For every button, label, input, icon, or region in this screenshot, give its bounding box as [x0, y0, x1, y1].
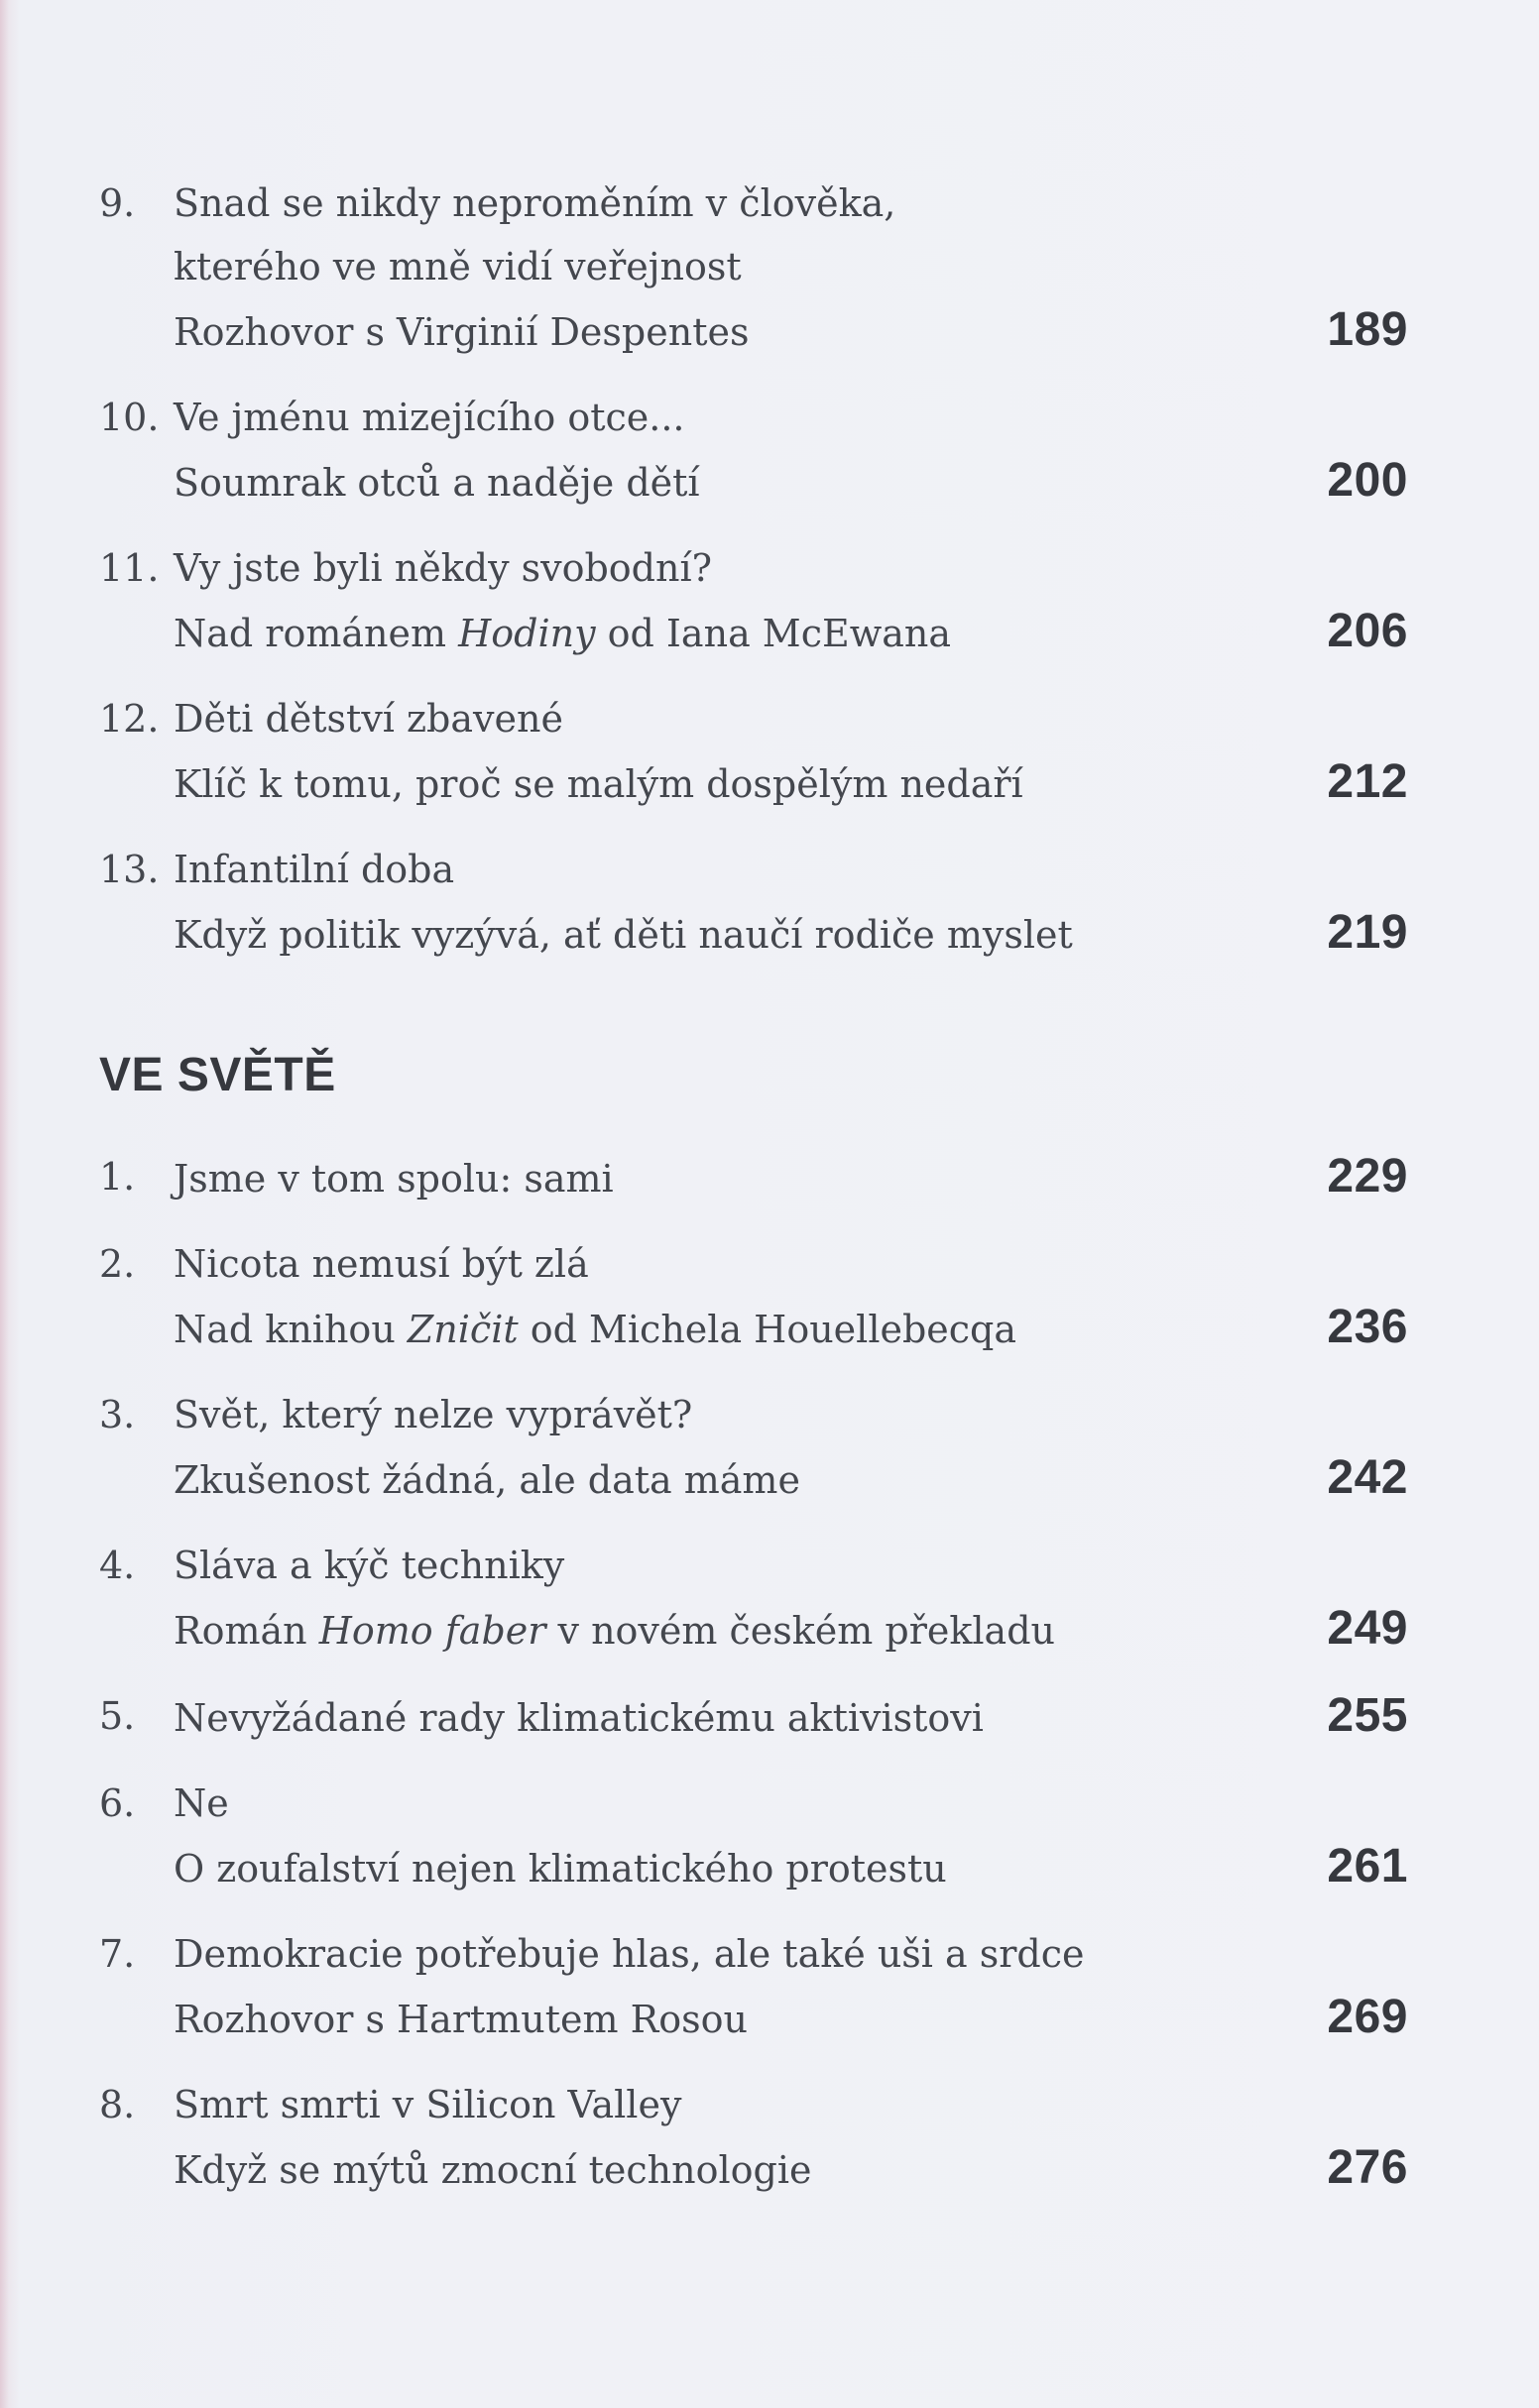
toc-line [174, 172, 1408, 235]
entry-body [174, 536, 1408, 665]
text-run: Nicota nemusí být zlá [174, 1242, 589, 1286]
text-run: Smrt smrti v Silicon Valley [174, 2083, 682, 2126]
entry-body [174, 172, 1408, 364]
toc-entry [99, 1772, 1408, 1900]
page-number: 212 [1327, 755, 1408, 808]
toc-line-text [174, 235, 1408, 298]
toc-line [174, 386, 1408, 449]
entry-body [174, 2073, 1408, 2202]
text-run: Rozhovor s Hartmutem Rosou [174, 1998, 748, 2041]
entry-body [174, 1772, 1408, 1900]
toc-line-text [174, 1232, 1408, 1296]
text-run: Nad románem [174, 612, 459, 655]
toc-line-text [174, 1686, 1307, 1750]
text-run: Děti dětství zbavené [174, 697, 563, 741]
text-run: O zoufalství nejen klimatického protestu [174, 1847, 947, 1891]
page-number: 276 [1327, 2141, 1408, 2194]
toc-line [174, 1296, 1408, 1361]
toc-line-text [174, 903, 1307, 967]
book-title-italic: Zničit [407, 1308, 519, 1351]
text-run: Když se mýtů zmocní technologie [174, 2148, 812, 2192]
toc-line [174, 449, 1408, 515]
toc-line [174, 750, 1408, 816]
text-run: Zkušenost žádná, ale data máme [174, 1458, 800, 1502]
toc-line [174, 536, 1408, 600]
toc-line [174, 1772, 1408, 1835]
text-run: Ve jménu mizejícího otce... [174, 396, 685, 439]
toc-line-text [174, 838, 1408, 901]
toc-line-text [174, 1772, 1408, 1835]
text-run: v novém českém překladu [545, 1609, 1056, 1653]
toc-line [174, 2073, 1408, 2136]
toc-entry [99, 1383, 1408, 1512]
toc-line-text [174, 1534, 1408, 1597]
entry-body [174, 1145, 1408, 1210]
entry-body [174, 386, 1408, 515]
toc-line [174, 600, 1408, 665]
toc-line-text [174, 2073, 1408, 2136]
book-title-italic: Homo faber [318, 1609, 546, 1653]
toc-line [174, 1446, 1408, 1512]
toc-line [174, 298, 1408, 364]
toc-line-text [174, 1448, 1307, 1512]
toc-entry [99, 1922, 1408, 2051]
toc-entry [99, 2073, 1408, 2202]
toc-entry [99, 1145, 1408, 1210]
toc-line-text [174, 1383, 1408, 1446]
toc-entry [99, 536, 1408, 665]
entry-number: 4. [99, 1544, 136, 1587]
page-number: 242 [1327, 1451, 1408, 1504]
toc-line [174, 2136, 1408, 2202]
toc-line [174, 1684, 1408, 1750]
entry-number: 3. [99, 1393, 136, 1436]
page-number: 219 [1327, 906, 1408, 959]
entry-number: 9. [99, 181, 136, 225]
entry-number: 7. [99, 1932, 136, 1976]
page-number: 255 [1327, 1689, 1408, 1742]
toc-line-text [174, 602, 1307, 665]
text-run: Klíč k tomu, proč se malým dospělým nedaří [174, 762, 1023, 806]
toc-line-text [174, 1147, 1307, 1210]
page-number: 269 [1327, 1991, 1408, 2043]
entry-body [174, 1534, 1408, 1663]
toc-line-text [174, 1988, 1307, 2051]
toc-line [174, 838, 1408, 901]
text-run: Sláva a kýč techniky [174, 1544, 565, 1587]
text-run: Infantilní doba [174, 848, 455, 891]
entry-body [174, 1383, 1408, 1512]
toc-line [174, 1383, 1408, 1446]
entry-number: 13. [99, 848, 160, 891]
toc-line-text [174, 386, 1408, 449]
text-run: Když politik vyzývá, ať děti naučí rodiče myslet [174, 913, 1073, 957]
entry-body [174, 1922, 1408, 2051]
toc-line-text [174, 172, 1408, 235]
entry-number: 10. [99, 396, 160, 439]
toc-entry [99, 386, 1408, 515]
page-number: 200 [1327, 454, 1408, 507]
text-run: Svět, který nelze vyprávět? [174, 1393, 693, 1436]
toc-line-text [174, 2138, 1307, 2202]
toc-line [174, 1835, 1408, 1900]
entry-number: 5. [99, 1694, 136, 1738]
page-number: 206 [1327, 605, 1408, 657]
entry-number: 1. [99, 1155, 136, 1199]
toc-line-text [174, 451, 1307, 515]
toc-section [99, 172, 1408, 967]
page-number: 261 [1327, 1840, 1408, 1892]
toc-line [174, 235, 1408, 298]
toc-line-text [174, 1599, 1307, 1663]
toc-line-text [174, 1298, 1307, 1361]
entry-body [174, 1684, 1408, 1750]
toc-line [174, 1597, 1408, 1663]
toc-entry [99, 838, 1408, 967]
text-run: kterého ve mně vidí veřejnost [174, 245, 742, 288]
entry-number: 8. [99, 2083, 136, 2126]
page-number: 189 [1327, 303, 1408, 356]
text-run: Jsme v tom spolu: sami [174, 1157, 614, 1201]
toc-entry [99, 1684, 1408, 1750]
page-number: 236 [1327, 1301, 1408, 1353]
entry-number: 12. [99, 697, 160, 741]
entry-body [174, 1232, 1408, 1361]
toc-entry [99, 1232, 1408, 1361]
text-run: od Iana McEwana [595, 612, 952, 655]
entry-number: 11. [99, 546, 160, 590]
toc-line-text [174, 687, 1408, 750]
toc-line-text [174, 752, 1307, 816]
text-run: od Michela Houellebecqa [518, 1308, 1017, 1351]
toc-line-text [174, 1922, 1408, 1986]
toc-line [174, 901, 1408, 967]
toc-line [174, 687, 1408, 750]
toc-line [174, 1986, 1408, 2051]
toc-entry [99, 1534, 1408, 1663]
text-run: Vy jste byli někdy svobodní? [174, 546, 712, 590]
toc-entry [99, 172, 1408, 364]
text-run: Soumrak otců a naděje dětí [174, 461, 700, 505]
toc-line-text [174, 300, 1307, 364]
text-run: Román [174, 1609, 319, 1653]
section-heading: VE SVĚTĚ [99, 1049, 336, 1101]
toc-line [174, 1145, 1408, 1210]
text-run: Nad knihou [174, 1308, 408, 1351]
text-run: Nevyžádané rady klimatickému aktivistovi [174, 1696, 984, 1740]
entry-number: 6. [99, 1781, 136, 1825]
toc-line-text [174, 1837, 1307, 1900]
book-title-italic: Hodiny [458, 612, 596, 655]
entry-number: 2. [99, 1242, 136, 1286]
toc-line-text [174, 536, 1408, 600]
page-number: 229 [1327, 1150, 1408, 1203]
entry-body [174, 687, 1408, 816]
toc-line [174, 1534, 1408, 1597]
entry-body [174, 838, 1408, 967]
text-run: Rozhovor s Virginií Despentes [174, 310, 750, 354]
page-number: 249 [1327, 1602, 1408, 1655]
text-run: Ne [174, 1781, 229, 1825]
toc-line [174, 1922, 1408, 1986]
text-run: Demokracie potřebuje hlas, ale také uši a srdce [174, 1932, 1085, 1976]
text-run: Snad se nikdy neproměním v člověka, [174, 181, 896, 225]
toc-entry [99, 687, 1408, 816]
toc-section [99, 1046, 1408, 2202]
toc-line [174, 1232, 1408, 1296]
